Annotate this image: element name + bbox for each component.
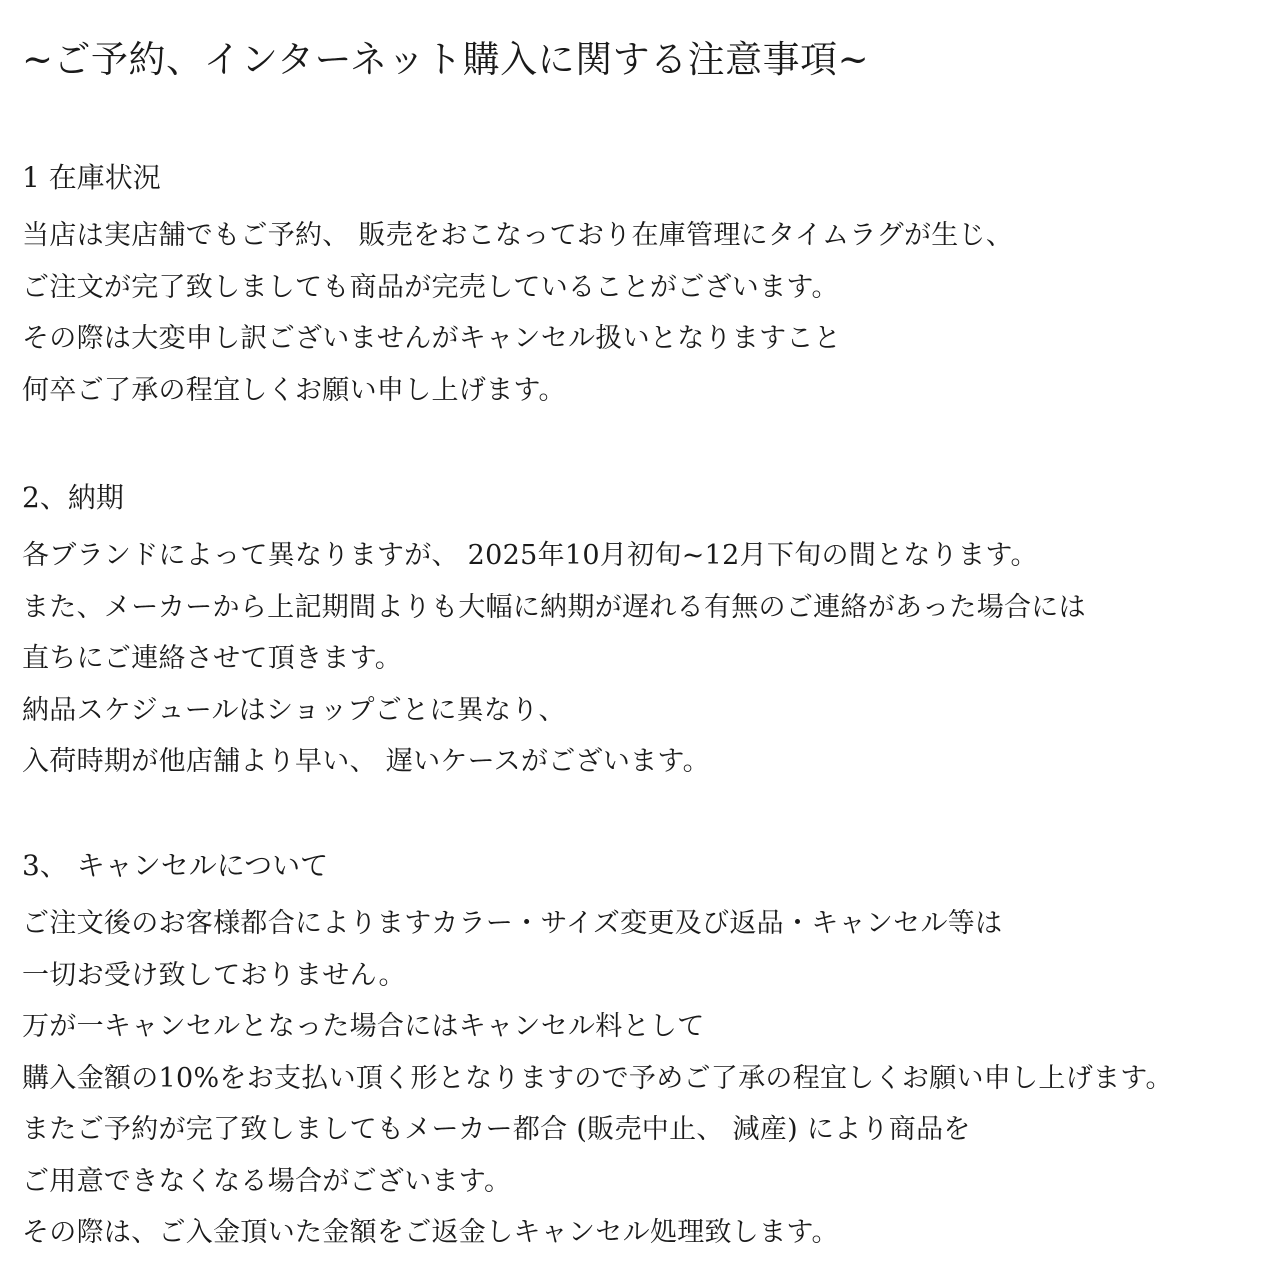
section-heading: 2、納期 (22, 481, 124, 514)
section-heading: 1 在庫状況 (22, 161, 161, 194)
paragraph-line: ご注文後のお客様都合によりますカラー・サイズ変更及び返品・キャンセル等は (22, 908, 1003, 939)
page-title: ~ご予約、インターネット購入に関する注意事項~ (22, 38, 870, 81)
paragraph-line: 入荷時期が他店舗より早い、 遅いケースがございます。 (22, 746, 710, 777)
paragraph-line: その際は大変申し訳ございませんがキャンセル扱いとなりますこと (22, 323, 841, 354)
paragraph-line: 購入金額の10%をお支払い頂く形となりますので予めご了承の程宜しくお願い申し上げます。 (22, 1062, 1173, 1094)
section-delivery-date (22, 478, 1086, 788)
paragraph-line: ご用意できなくなる場合がございます。 (22, 1165, 512, 1197)
section-stock-status (22, 158, 1013, 416)
paragraph-line: 当店は実店舗でもご予約、 販売をおこなっており在庫管理にタイムラグが生じ、 (22, 220, 1014, 251)
paragraph-line: 何卒ご了承の程宜しくお願い申し上げます。 (22, 374, 566, 406)
paragraph-line: 万が一キャンセルとなった場合にはキャンセル料として (22, 1011, 705, 1042)
paragraph-line: 直ちにご連絡させて頂きます。 (22, 643, 403, 674)
paragraph-line: 各ブランドによって異なりますが、 2025年10月初旬~12月下旬の間となります。 (22, 540, 1038, 571)
paragraph-line: 納品スケジュールはショップごとに異なり、 (22, 694, 566, 726)
section-cancellation (22, 846, 1173, 1259)
paragraph-line: ご注文が完了致しましても商品が完売していることがございます。 (22, 271, 839, 303)
paragraph-line: また、メーカーから上記期間よりも大幅に納期が遅れる有無のご連絡があった場合には (22, 591, 1086, 623)
paragraph-line: またご予約が完了致しましてもメーカー都合 (販売中止、 減産) により商品を (22, 1114, 971, 1145)
section-heading: 3、 キャンセルについて (22, 849, 329, 882)
paragraph-line: 一切お受け致しておりません。 (22, 959, 406, 991)
paragraph-line: その際は、ご入金頂いた金額をご返金しキャンセル処理致します。 (22, 1217, 839, 1248)
